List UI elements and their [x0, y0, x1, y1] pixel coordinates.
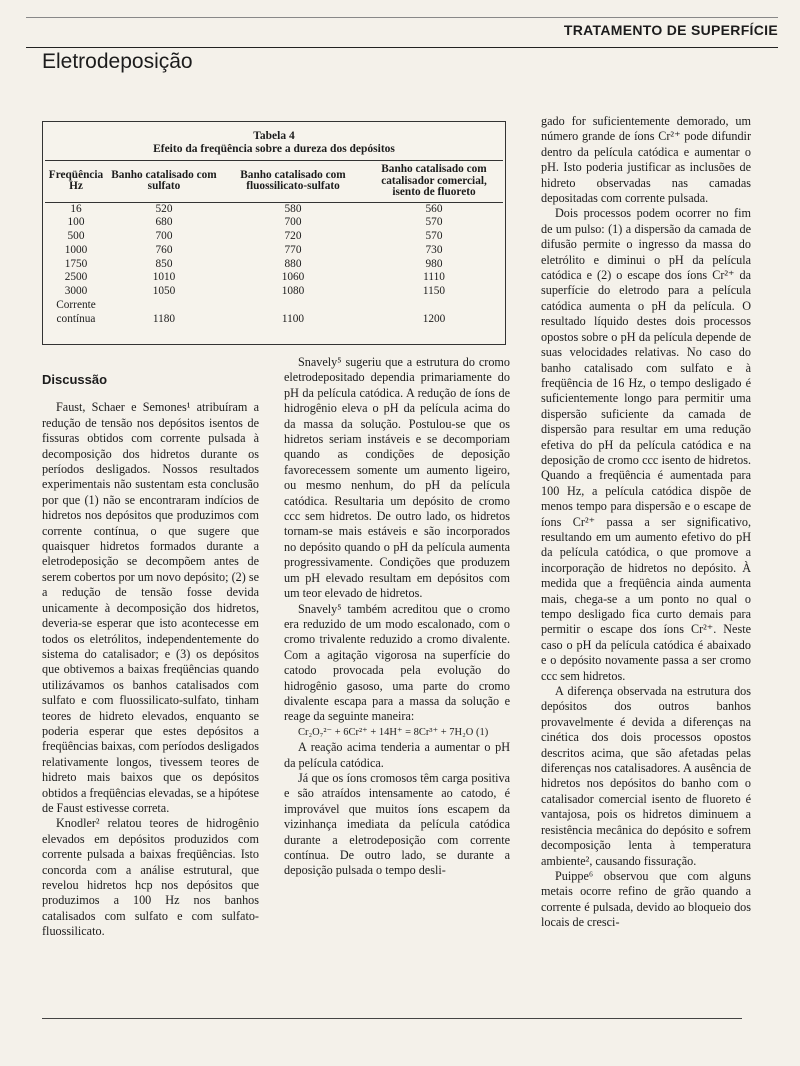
header-sulfate-bath: Banho catalisado com sulfato	[111, 168, 217, 193]
table-row	[45, 299, 503, 313]
page-title: Eletrodeposição	[42, 50, 193, 73]
table-cell: 1000	[64, 243, 88, 256]
table-cell: 580	[284, 202, 302, 215]
paragraph: Snavely⁵ sugeriu que a estrutura do cromo eletrodepositado dependia primariamente do pH da película catódica. A redução de íons de hidrogênio eleva o pH da película acima do da massa da solução. Postulou-se que os hidretos seriam instáveis e se decomporiam quando as condições de deposição favorecessem somente um aumento ligeiro, ou mesmo nenhum, do pH da película catódica. Resultaria um depósito de cromo ccc sem hidretos. De outro lado, os hidretos tornam-se mais estáveis e são incorporados no depósito quando o pH da película aumenta progressivamente. Condições que produzem um pH elevado resultam em depósitos com um teor elevado de hidretos.	[284, 355, 510, 601]
table-cell: 1050	[152, 285, 176, 298]
header-fluosilicate-bath: Banho catalisado com fluossilicato-sulfato	[240, 168, 346, 193]
table-cell: 730	[425, 243, 443, 256]
table-cell: 570	[425, 216, 443, 229]
hardness-table	[45, 160, 503, 327]
section-heading: Discussão	[42, 372, 108, 387]
table-title: Efeito da freqüência sobre a dureza dos depósitos	[153, 143, 395, 155]
table-cell	[221, 299, 365, 313]
top-rule	[26, 17, 778, 18]
table-cell: 700	[284, 216, 302, 229]
paragraph: A diferença observada na estrutura dos depósitos dos outros banhos provavelmente é devida a diferenças na cinética dos dois processos opostos descritos acima, que são afetadas pelas diferenças nos catalisadores. A ausência de hidretos nos depósitos do banho com o catalisador comercial isento de fluoreto é vantajosa, pois os hidretos diminuem a resistência mecânica do depósito e sofrem decomposição lenta à temperatura ambiente², causando fissuração.	[541, 684, 751, 868]
data-table-box	[42, 121, 506, 345]
table-cell: 1200	[422, 312, 446, 325]
footer-rule	[42, 1018, 742, 1019]
table-row	[45, 258, 503, 272]
paragraph: Já que os íons cromosos têm carga positiva e são atraídos intensamente ao catodo, é improvável que muitos íons escapem da vizinhança imediata da película catódica durante a eletrodeposição com corrente contínua. De outro lado, se durante a deposição pulsada o tempo desli-	[284, 770, 510, 878]
table-cell: 560	[425, 202, 443, 215]
table-cell	[107, 299, 221, 313]
table-cell: 720	[284, 230, 302, 243]
paragraph: Knodler² relatou teores de hidrogênio elevados em depósitos produzidos com corrente pulsada a baixas freqüências. Isto concorda com a análise estrutural, que revelou hidretos hcp nos depósitos que produzimos a 100 Hz nos banhos catalisados com sulfato e com sulfato-fluossilicato.	[42, 816, 259, 939]
table-cell: 850	[155, 257, 173, 270]
table-cell: 1150	[422, 285, 446, 298]
column-1	[42, 372, 259, 940]
table-cell: 3000	[64, 285, 88, 298]
paragraph: Puippe⁶ observou que com alguns metais ocorre refino de grão quando a corrente é pulsada, devido ao bloqueio dos locais de cresci-	[541, 868, 751, 930]
chemical-equation: Cr₂O₇²⁻ + 6Cr²⁺ + 14H⁺ = 8Cr³⁺ + 7H₂O (1)	[298, 726, 489, 738]
table-cell: 1080	[281, 285, 305, 298]
column-3	[541, 114, 751, 931]
table-cell: Corrente	[56, 299, 96, 312]
table-row	[45, 313, 503, 327]
table-cell	[365, 299, 503, 313]
header-commercial-bath: Banho catalisado com catalisador comercial, isento de fluoreto	[381, 163, 487, 198]
table-cell: contínua	[56, 312, 96, 325]
table-cell: 570	[425, 230, 443, 243]
table-cell: 500	[67, 230, 85, 243]
table-cell: 1110	[423, 271, 445, 284]
table-header-row	[45, 161, 503, 203]
table-cell: 100	[67, 216, 85, 229]
header-rule	[26, 47, 778, 48]
column-2	[284, 355, 510, 879]
paragraph: A reação acima tenderia a aumentar o pH da película catódica.	[284, 740, 510, 770]
table-cell: 520	[155, 202, 173, 215]
table-cell: 760	[155, 243, 173, 256]
table-row	[45, 230, 503, 244]
table-caption	[43, 130, 505, 156]
paragraph: Dois processos podem ocorrer no fim de um pulso: (1) a dispersão da camada de difusão permite o ingresso da massa do eletrólito e diminui o pH da película catódica e (2) o escape dos íons Cr²⁺ da superfície do eletrodo para a película catódica aumenta o pH da película. O resultado líquido destes dois processos opostos sobre o pH da película depende de suas velocidades relativas. No caso do banho catalisado com sulfato e à freqüência de 16 Hz, o tempo desligado é suficientemente longo para permitir uma dispersão suficiente da camada de dispersão para resultar em uma redução efetiva do pH da película catódica e na deposição de cromo ccc isento de hidretos. Quando a freqüência é aumentada para 100 Hz, a película catódica dispõe de menos tempo para dispersão e o escape de íons Cr²⁺ passa a ser significativo, resultando em um aumento efetivo do pH da película catódica, o que promove a incorporação de hidretos no depósito. À medida que a freqüência ainda aumenta mais, chega-se a um ponto no qual o tempo desligado fica curto demais para permitir o escape dos íons Cr²⁺. Neste caso o pH da película catódica é abaixado e o depósito novamente passa a ser cromo ccc sem hidretos.	[541, 206, 751, 683]
table-cell: 980	[425, 257, 443, 270]
paragraph: gado for suficientemente demorado, um número grande de íons Cr²⁺ pode difundir dentro da película catódica e aumentar o pH. Isto poderia justificar as inclusões de hidreto observadas nas camadas depositadas com corrente pulsada.	[541, 114, 751, 206]
table-cell: 16	[70, 202, 82, 215]
table-cell: 880	[284, 257, 302, 270]
table-cell: 1060	[281, 271, 305, 284]
table-cell: 700	[155, 230, 173, 243]
table-cell: 1100	[281, 312, 305, 325]
paragraph: Faust, Schaer e Semones¹ atribuíram a redução de tensão nos depósitos isentos de fissuras obtidos com corrente pulsada à decomposição dos hidretos durante os períodos desligados. Nossos resultados experimentais não sustentam esta conclusão por que (1) não se encontraram indícios de hidretos nos depósitos que produzimos com corrente contínua, o que sugere que quaisquer hidretos formados durante a eletrodeposição se decompõem antes de serem cobertos por um novo depósito; (2) se a redução de tensão fosse devida unicamente à decomposição dos hidretos, deveria-se esperar que isto acontecesse em todos os eletrólitos, independentemente do sistema do catalisador; e (3) os depósitos que obtivemos a baixas freqüências quando utilizávamos os banhos catalisados com sulfato e com fluossilicato-sulfato, tinham teores de hidreto elevados, enquanto se poderia esperar que estes depósitos a freqüências baixas, com períodos desligados relativamente longos, tivessem teores de hidreto mais baixos que os depósitos obtidos a freqüências elevadas, se a hipótese de Faust estivesse correta.	[42, 400, 259, 815]
table-number: Tabela 4	[253, 130, 295, 142]
table-cell: 680	[155, 216, 173, 229]
table-row	[45, 216, 503, 230]
section-header: TRATAMENTO DE SUPERFÍCIE	[563, 22, 778, 38]
table-row	[45, 202, 503, 216]
table-row	[45, 285, 503, 299]
table-cell: 1010	[152, 271, 176, 284]
table-cell: 2500	[64, 271, 88, 284]
table-row	[45, 244, 503, 258]
table-cell: 770	[284, 243, 302, 256]
paragraph: Snavely⁵ também acreditou que o cromo era reduzido de um modo escalonado, com o cromo trivalente reduzido a cromo divalente. Com a agitação vigorosa na superfície do catodo provocada pela evolução do hidrogênio gasoso, uma parte do cromo divalente escapa para a massa da solução e reage da seguinte maneira:	[284, 601, 510, 724]
table-cell: 1180	[152, 312, 176, 325]
table-row	[45, 271, 503, 285]
header-frequency: Freqüência Hz	[48, 168, 104, 193]
table-cell: 1750	[64, 257, 88, 270]
